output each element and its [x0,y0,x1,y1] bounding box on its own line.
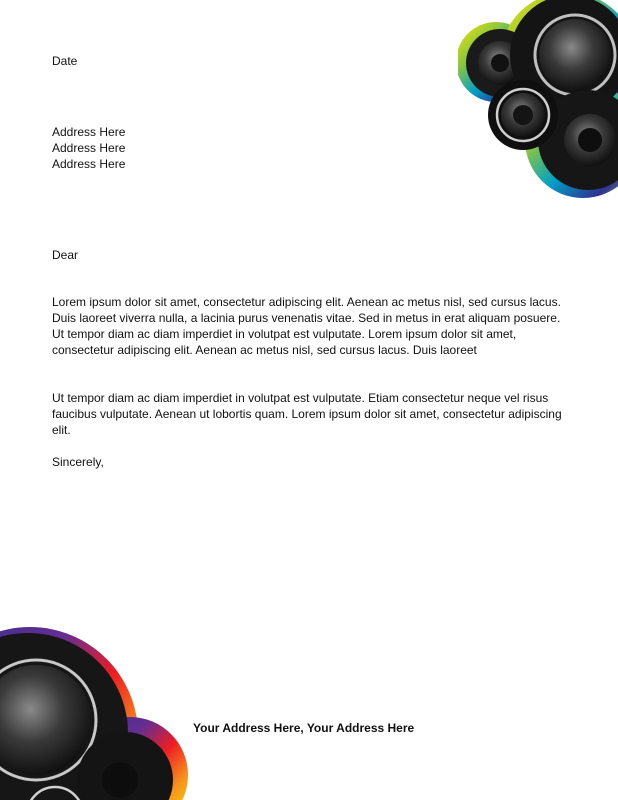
body-paragraph: Lorem ipsum dolor sit amet, consectetur adipiscing elit. Aenean ac metus nisl, sed cursus lacus. Duis laoreet viverra nulla, a lacinia purus venenatis vitae. Sed in metus in erat aliquam posuere. Ut tempor diam ac diam imperdiet in volutpat est vulputate. Lorem ipsum dolor sit amet, consectetur adipiscing elit. Aenean ac metus nisl, sed cursus lacus. Duis laoreet [52,295,561,357]
closing: Sincerely, [52,455,104,469]
body-paragraph: Ut tempor diam ac diam imperdiet in volutpat est vulputate. Etiam consectetur neque vel risus faucibus vulputate. Aenean ut lobortis quam. Lorem ipsum dolor sit amet, consectetur adipiscing elit. [52,391,562,437]
address-line: Address Here [52,157,126,171]
address-line: Address Here [52,141,126,155]
salutation: Dear [52,248,79,262]
address-line: Address Here [52,125,126,139]
recipient-address [52,124,125,172]
date-label: Date [52,54,78,68]
speaker-cluster-top-icon [458,0,618,200]
speaker-cluster-bottom-icon [0,625,190,800]
footer-address: Your Address Here, Your Address Here [193,721,415,735]
